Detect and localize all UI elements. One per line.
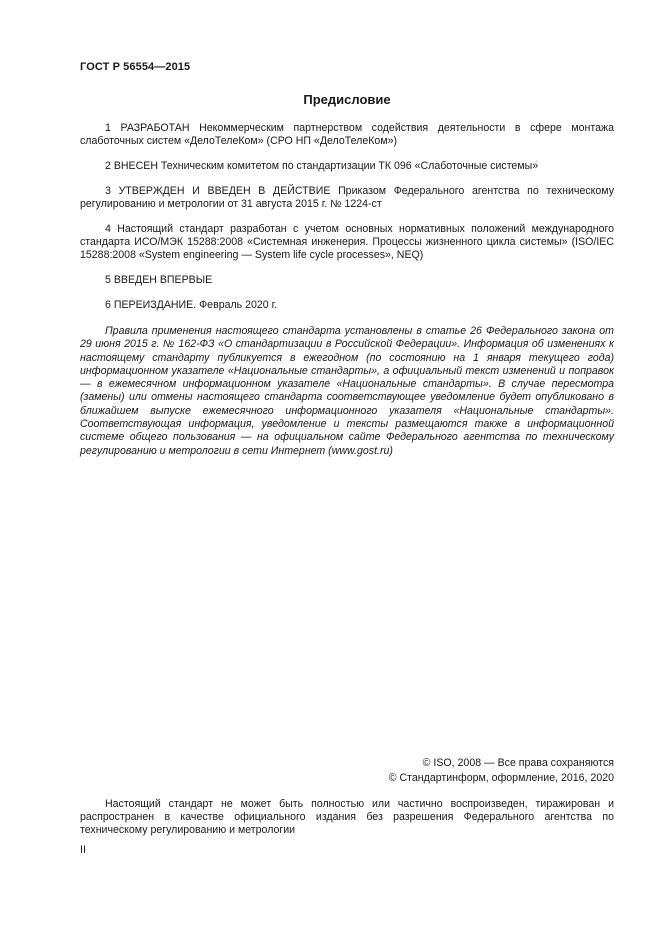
- foreword-item-5: 5 ВВЕДЕН ВПЕРВЫЕ: [105, 274, 213, 286]
- application-rules-paragraph: Правила применения настоящего стандарта установлены в статье 26 Федерального закона от 29 июня 2015 г. № 162-ФЗ «О стандартизации в Российской Федерации». Информация об изменениях к настоящему стандарту публикуется в ежегодном (по состоянию на 1 января текущего года) информационном указателе «Национальные стандарты», а официальный текст изменений и поправок — в ежемесячном информационном указателе «Национальные стандарты». В случае пересмотра (замены) или отмены настоящего стандарта соответствующее уведомление будет опубликовано в ближайшем выпуске ежемесячного информационного указателя «Национальные стандарты». Соответствующая информация, уведомление и тексты размещаются также в информационной системе общего пользования — на официальном сайте Федерального агентства по техническому регулированию и метрологии в сети Интернет (www.gost.ru): [80, 325, 614, 457]
- document-code-header: ГОСТ Р 56554—2015: [80, 61, 191, 73]
- foreword-list: [80, 122, 614, 324]
- copyright-block: [80, 756, 614, 786]
- section-title: Предисловие: [303, 92, 391, 107]
- page-number: II: [80, 844, 86, 856]
- foreword-item-2: 2 ВНЕСЕН Техническим комитетом по стандартизации ТК 096 «Слаботочные системы»: [105, 160, 539, 172]
- foreword-item-3: 3 УТВЕРЖДЕН И ВВЕДЕН В ДЕЙСТВИЕ Приказом Федерального агентства по техническому регулированию и метрологии от 31 августа 2015 г. № 1224-ст: [80, 185, 614, 210]
- reproduction-notice: Настоящий стандарт не может быть полностью или частично воспроизведен, тиражирован и распространен в качестве официального издания без разрешения Федерального агентства по техническому регулированию и метрологии: [80, 798, 614, 836]
- foreword-item-1: 1 РАЗРАБОТАН Некоммерческим партнерством содействия деятельности в сфере монтажа слаботочных систем «ДелоТелеКом» (СРО НП «ДелоТелеКом»): [80, 122, 614, 147]
- copyright-standartinform: © Стандартинформ, оформление, 2016, 2020: [388, 772, 614, 784]
- foreword-item-4: 4 Настоящий стандарт разработан с учетом основных нормативных положений международного стандарта ИСО/МЭК 15288:2008 «Системная инженерия. Процессы жизненного цикла системы» (ISO/IEC 15288:2008 «System engineering — System life cycle processes», NEQ): [80, 223, 614, 261]
- foreword-item-6: 6 ПЕРЕИЗДАНИЕ. Февраль 2020 г.: [105, 299, 278, 311]
- copyright-iso: © ISO, 2008 — Все права сохраняются: [422, 757, 614, 769]
